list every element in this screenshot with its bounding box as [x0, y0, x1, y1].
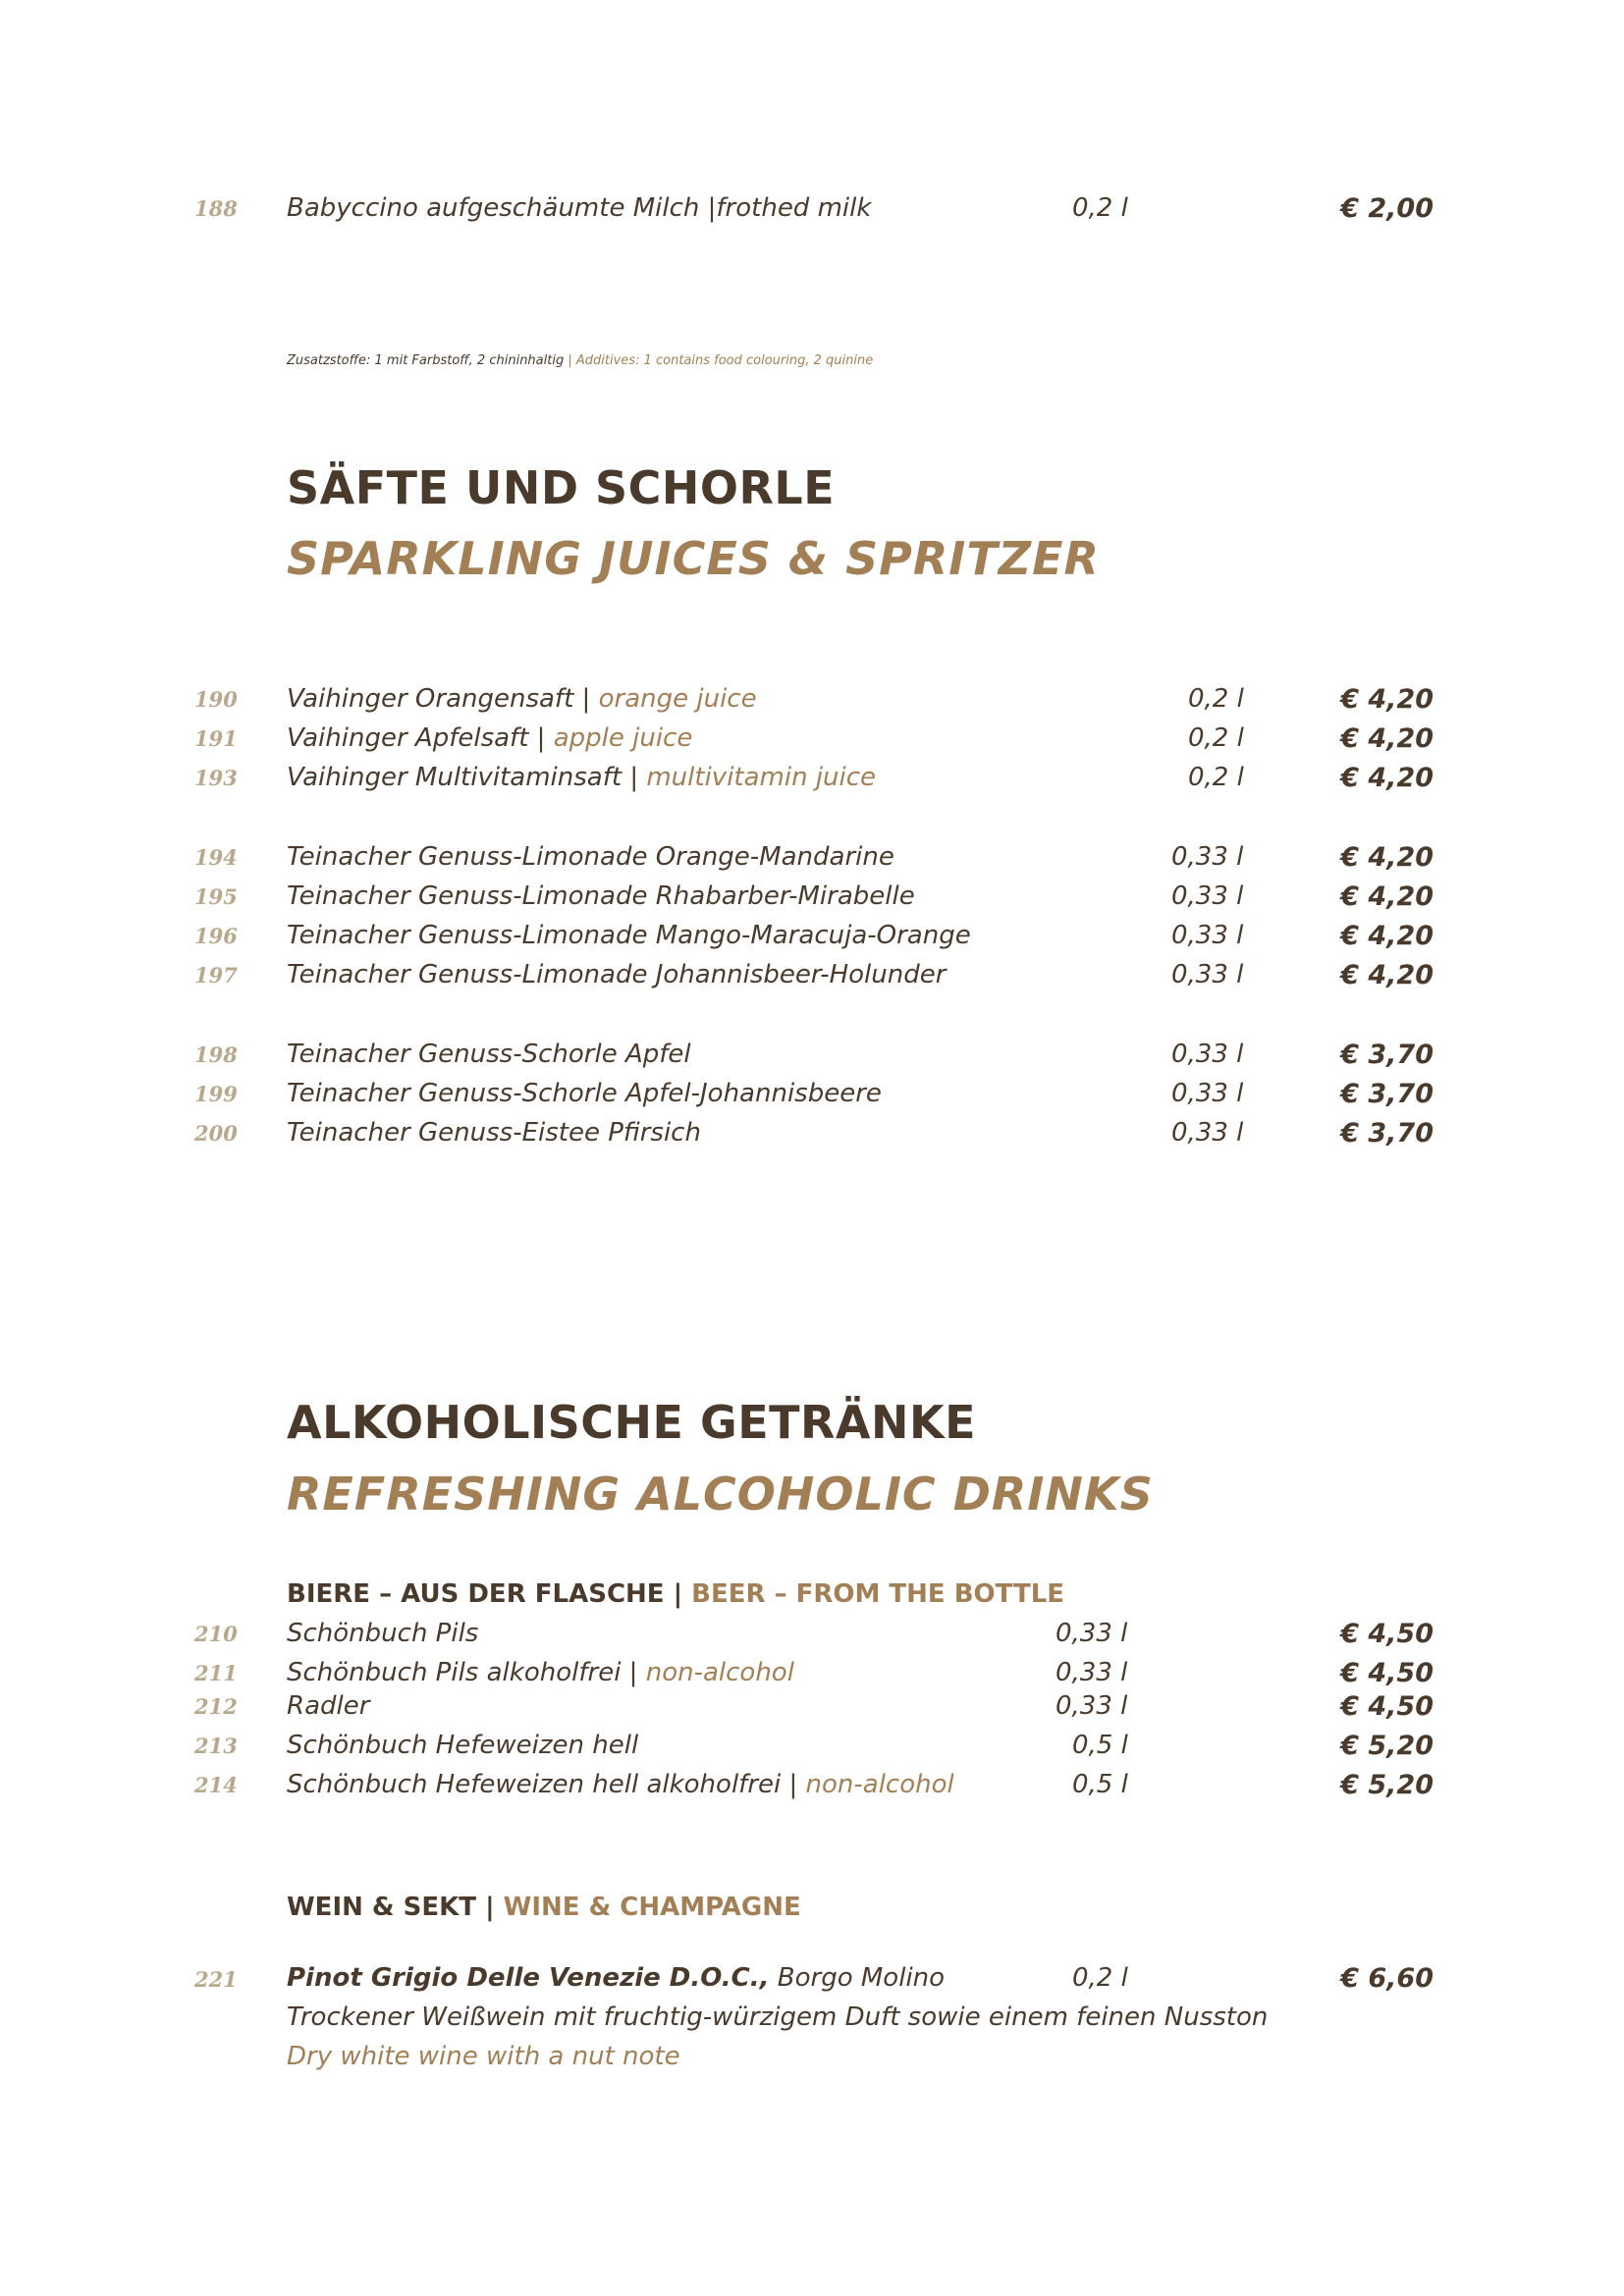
item-quantity: 0,33 l	[1171, 1040, 1244, 1069]
item-number: 199	[194, 1082, 238, 1106]
item-name-en: multivitamin juice	[646, 763, 877, 792]
item-name: Teinacher Genuss-Limonade Johannisbeer-Holunder	[287, 960, 947, 989]
item-name-de: Radler	[287, 1691, 370, 1721]
item-price: € 4,20	[1340, 881, 1434, 912]
item-name-de: Vaihinger Orangensaft	[287, 684, 574, 714]
item-name	[287, 1770, 954, 1799]
item-number: 211	[194, 1661, 238, 1685]
item-number: 213	[194, 1734, 238, 1758]
section-title-en: SPARKLING JUICES & SPRITZER	[287, 532, 1100, 585]
item-number: 214	[194, 1773, 238, 1797]
item-price: € 4,50	[1340, 1658, 1434, 1688]
item-quantity: 0,5 l	[1072, 1770, 1128, 1799]
beer-subheader	[287, 1579, 1064, 1609]
item-number: 212	[194, 1694, 238, 1719]
item-number: 221	[194, 1967, 238, 1992]
item-quantity: 0,33 l	[1056, 1658, 1128, 1687]
item-price: € 4,50	[1340, 1619, 1434, 1649]
item-name-en: non-alcohol	[645, 1658, 794, 1687]
item-number: 198	[194, 1042, 238, 1067]
additives-separator: |	[568, 353, 572, 368]
item-separator: |	[707, 193, 717, 223]
item-separator: |	[781, 1770, 806, 1799]
item-separator: |	[573, 684, 599, 714]
item-price: € 6,60	[1340, 1963, 1434, 1994]
item-quantity: 0,33 l	[1171, 1079, 1244, 1108]
item-quantity: 0,33 l	[1056, 1691, 1128, 1721]
item-name	[287, 723, 692, 753]
wine-subheader-de: WEIN & SEKT	[287, 1893, 477, 1922]
item-quantity: 0,2 l	[1188, 723, 1244, 753]
item-name-de: Babyccino aufgeschäumte Milch	[287, 193, 700, 223]
item-quantity: 0,33 l	[1171, 1118, 1244, 1148]
section-title-en: REFRESHING ALCOHOLIC DRINKS	[287, 1468, 1154, 1521]
item-quantity: 0,2 l	[1188, 684, 1244, 714]
item-name	[287, 1658, 794, 1687]
item-number: 193	[194, 766, 238, 790]
item-price: € 3,70	[1340, 1118, 1434, 1148]
item-number: 188	[194, 196, 238, 221]
item-price: € 4,20	[1340, 842, 1434, 873]
item-name	[287, 193, 871, 223]
item-price: € 5,20	[1340, 1731, 1434, 1761]
beer-subheader-de: BIERE – AUS DER FLASCHE	[287, 1579, 665, 1609]
additives-note-de: Zusatzstoffe: 1 mit Farbstoff, 2 chininhaltig	[287, 353, 565, 368]
wine-description-de: Trockener Weißwein mit fruchtig-würzigem Duft sowie einem feinen Nusston	[287, 2002, 1269, 2032]
item-name-de: Schönbuch Hefeweizen hell	[287, 1731, 639, 1760]
item-price: € 3,70	[1340, 1040, 1434, 1070]
item-quantity: 0,2 l	[1072, 1963, 1128, 1993]
item-price: € 4,20	[1340, 763, 1434, 793]
item-price: € 5,20	[1340, 1770, 1434, 1800]
item-number: 200	[194, 1121, 238, 1146]
item-separator: |	[528, 723, 554, 753]
item-number: 190	[194, 687, 238, 712]
item-number: 194	[194, 845, 238, 870]
item-price: € 4,20	[1340, 723, 1434, 754]
item-price: € 4,20	[1340, 921, 1434, 951]
section-title-de: SÄFTE UND SCHORLE	[287, 461, 836, 514]
item-name: Teinacher Genuss-Limonade Rhabarber-Mirabelle	[287, 881, 915, 911]
item-quantity: 0,33 l	[1056, 1619, 1128, 1648]
item-name-en: orange juice	[598, 684, 757, 714]
item-quantity: 0,33 l	[1171, 960, 1244, 989]
item-price: € 2,00	[1340, 193, 1434, 224]
item-quantity: 0,33 l	[1171, 881, 1244, 911]
section-title-de: ALKOHOLISCHE GETRÄNKE	[287, 1396, 977, 1449]
item-name: Teinacher Genuss-Schorle Apfel	[287, 1040, 691, 1069]
item-separator: |	[622, 763, 647, 792]
item-name-de: Schönbuch Pils	[287, 1619, 479, 1648]
item-number: 195	[194, 884, 238, 909]
item-quantity: 0,33 l	[1171, 842, 1244, 872]
wine-subheader	[287, 1893, 801, 1922]
item-name: Teinacher Genuss-Limonade Orange-Mandarine	[287, 842, 894, 872]
item-name-en: apple juice	[553, 723, 693, 753]
wine-subheader-en: WINE & CHAMPAGNE	[503, 1893, 801, 1922]
item-name	[287, 763, 876, 792]
item-name-de: Schönbuch Hefeweizen hell alkoholfrei	[287, 1770, 782, 1799]
item-name	[287, 684, 757, 714]
item-name-de: Schönbuch Pils alkoholfrei	[287, 1658, 622, 1687]
item-number: 196	[194, 924, 238, 948]
item-name	[287, 1619, 478, 1648]
item-name	[287, 1691, 369, 1721]
additives-note	[287, 353, 873, 368]
wine-description-en: Dry white wine with a nut note	[287, 2042, 680, 2071]
item-quantity: 0,2 l	[1072, 193, 1128, 223]
item-name: Teinacher Genuss-Schorle Apfel-Johannisbeere	[287, 1079, 882, 1108]
item-price: € 4,20	[1340, 684, 1434, 715]
item-name	[287, 1731, 638, 1760]
item-number: 191	[194, 726, 238, 751]
item-quantity: 0,5 l	[1072, 1731, 1128, 1760]
item-number: 210	[194, 1622, 238, 1646]
item-name	[287, 1963, 945, 1993]
item-name: Teinacher Genuss-Eistee Pfirsich	[287, 1118, 701, 1148]
item-name-de: Vaihinger Multivitaminsaft	[287, 763, 623, 792]
wine-producer: Borgo Molino	[769, 1963, 946, 1993]
beer-subheader-en: BEER – FROM THE BOTTLE	[691, 1579, 1065, 1609]
item-name-en: frothed milk	[716, 193, 872, 223]
wine-name: Pinot Grigio Delle Venezie D.O.C.,	[287, 1963, 770, 1993]
wine-subheader-separator: |	[476, 1893, 504, 1922]
item-quantity: 0,2 l	[1188, 763, 1244, 792]
beer-subheader-separator: |	[664, 1579, 692, 1609]
item-quantity: 0,33 l	[1171, 921, 1244, 950]
additives-note-en: Additives: 1 contains food colouring, 2 quinine	[575, 353, 874, 368]
item-name-en: non-alcohol	[805, 1770, 954, 1799]
item-name: Teinacher Genuss-Limonade Mango-Maracuja-Orange	[287, 921, 971, 950]
item-price: € 4,50	[1340, 1691, 1434, 1722]
item-price: € 4,20	[1340, 960, 1434, 990]
item-name-de: Vaihinger Apfelsaft	[287, 723, 529, 753]
item-separator: |	[621, 1658, 646, 1687]
item-price: € 3,70	[1340, 1079, 1434, 1109]
item-number: 197	[194, 963, 238, 988]
